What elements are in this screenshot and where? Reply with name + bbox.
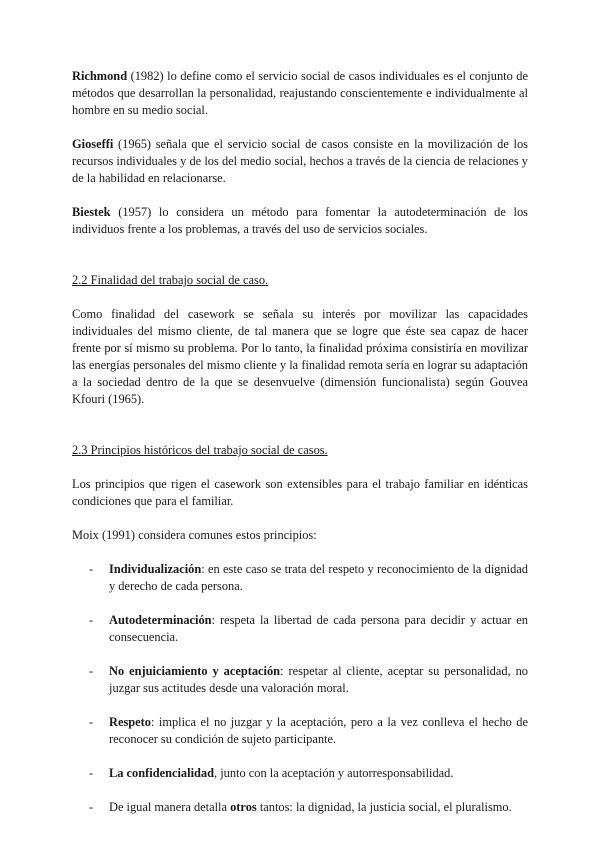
principle-name: otros <box>230 800 257 814</box>
principle-text: : en este caso se trata del respeto y reconocimiento de la dignidad y derecho de cada persona. <box>109 562 528 593</box>
principle-text: : implica el no juzgar y la aceptación, pero a la vez conlleva el hecho de reconocer su condición de sujeto participante. <box>109 715 528 746</box>
paragraph-richmond <box>72 68 528 119</box>
document-page <box>72 68 528 816</box>
author-biestek: Biestek <box>72 205 111 219</box>
bullet-dash: - <box>89 766 94 780</box>
section-2-3-moix: Moix (1991) considera comunes estos principios: <box>72 528 317 542</box>
list-item-no-enjuiciamiento <box>72 663 528 697</box>
principle-name: La confidencialidad <box>109 766 214 780</box>
paragraph-biestek <box>72 204 528 238</box>
principle-name: Individualización <box>109 562 202 576</box>
principle-name: No enjuiciamiento y aceptación <box>109 664 281 678</box>
author-gioseffi: Gioseffi <box>72 137 114 151</box>
section-heading-2-2: 2.2 Finalidad del trabajo social de caso. <box>72 273 269 287</box>
paragraph-richmond-text: (1982) lo define como el servicio social de casos individuales es el conjunto de métodos que desarrollan la personalidad, reajustando conscientemente e individualmente al hombre en su medio social. <box>72 69 528 117</box>
section-2-2-body: Como finalidad del casework se señala su interés por movilizar las capacidades individuales del mismo cliente, de tal manera que se logre que éste sea capaz de hacer frente por sí mismo su problema. Por lo tanto, la finalidad próxima consistiría en movilizar las energías personales del mismo cliente y la finalidad remota sería en lograr su adaptación a la sociedad dentro de la que se desenvuelve (dimensión funcionalista) según Gouvea Kfouri (1965). <box>72 307 528 406</box>
principle-name: Respeto <box>109 715 151 729</box>
principle-text: : respetar al cliente, aceptar su personalidad, no juzgar sus actitudes desde una valoración moral. <box>109 664 528 695</box>
bullet-dash: - <box>89 800 94 814</box>
principle-text: tantos: la dignidad, la justicia social, el pluralismo. <box>256 800 512 814</box>
principles-list <box>72 561 528 816</box>
principle-name: Autodeterminación <box>109 613 212 627</box>
bullet-dash: - <box>89 664 94 678</box>
principle-text: , junto con la aceptación y autorresponsabilidad. <box>214 766 454 780</box>
list-item-individualizacion <box>72 561 528 595</box>
paragraph-gioseffi <box>72 136 528 187</box>
bullet-dash: - <box>89 562 94 576</box>
principle-prefix: De igual manera detalla <box>109 800 231 814</box>
section-heading-2-3: 2.3 Principios históricos del trabajo social de casos. <box>72 443 328 457</box>
author-richmond: Richmond <box>72 69 128 83</box>
list-item-respeto <box>72 714 528 748</box>
paragraph-gioseffi-text: (1965) señala que el servicio social de casos consiste en la movilización de los recursos individuales y de los del medio social, hechos a través de la ciencia de relaciones y de la habilidad en relacionarse. <box>72 137 528 185</box>
section-2-3-intro: Los principios que rigen el casework son extensibles para el trabajo familiar en idénticas condiciones que para el familiar. <box>72 477 528 508</box>
list-item-confidencialidad <box>72 765 528 782</box>
list-item-autodeterminacion <box>72 612 528 646</box>
principle-text: : respeta la libertad de cada persona para decidir y actuar en consecuencia. <box>109 613 528 644</box>
bullet-dash: - <box>89 715 94 729</box>
paragraph-biestek-text: (1957) lo considera un método para fomentar la autodeterminación de los individuos frente a los problemas, a través del uso de servicios sociales. <box>72 205 528 236</box>
bullet-dash: - <box>89 613 94 627</box>
list-item-otros <box>72 799 528 816</box>
